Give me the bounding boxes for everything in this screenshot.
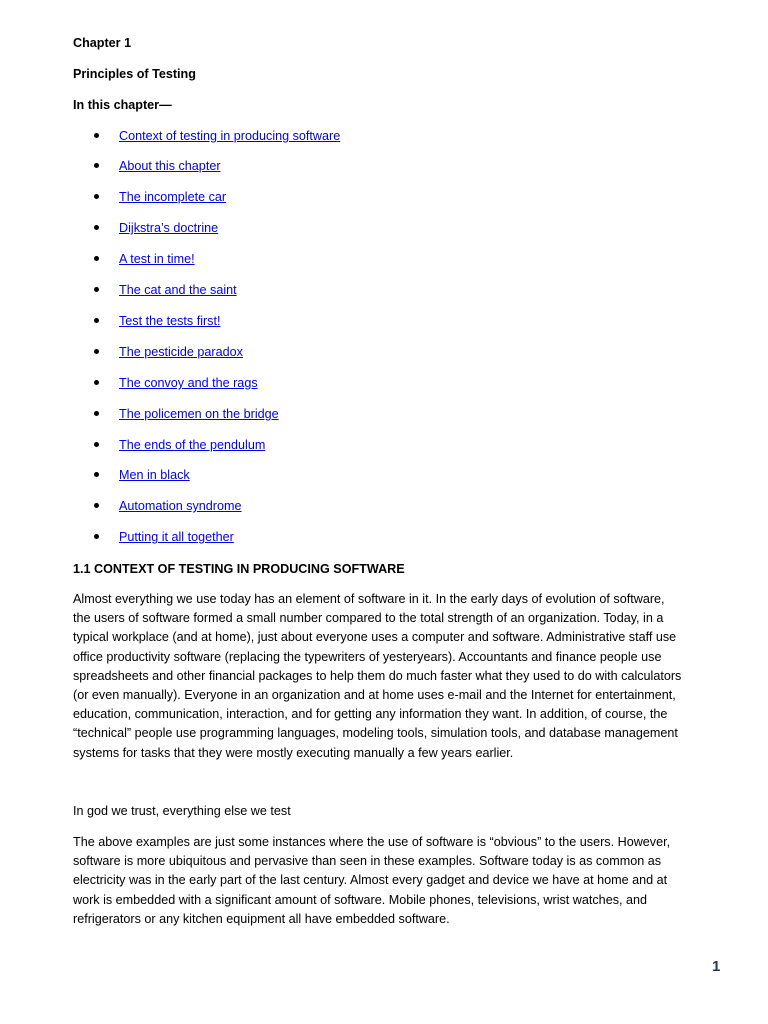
bullet-icon: [94, 256, 99, 261]
toc-link[interactable]: The ends of the pendulum: [119, 438, 266, 452]
paragraph-line: typical workplace (and at home), just about everyone uses a computer and software. Administrative staff use: [73, 630, 677, 645]
toc-item: [0, 220, 700, 240]
bullet-icon: [94, 380, 99, 385]
paragraph-2: [73, 833, 709, 929]
toc-link[interactable]: Context of testing in producing software: [119, 129, 341, 143]
paragraph-1: [73, 590, 709, 763]
bullet-icon: [94, 472, 99, 477]
toc-item: [0, 158, 700, 178]
bullet-icon: [94, 287, 99, 292]
toc-link[interactable]: Test the tests first!: [119, 314, 221, 328]
section-heading: 1.1 CONTEXT OF TESTING IN PRODUCING SOFTWARE: [73, 562, 405, 576]
chapter-title: Principles of Testing: [73, 67, 196, 81]
toc-item: [0, 313, 700, 333]
chapter-label: Chapter 1: [73, 36, 132, 50]
paragraph-line: Almost everything we use today has an element of software in it. In the early days of evolution of software,: [73, 592, 665, 606]
toc-item: [0, 437, 700, 457]
paragraph-line: education, communication, interaction, and for getting any information they want. In addition, of course, the: [73, 707, 668, 722]
toc-link[interactable]: The incomplete car: [119, 190, 227, 204]
toc-link[interactable]: The policemen on the bridge: [119, 407, 279, 421]
bullet-icon: [94, 534, 99, 539]
bullet-icon: [94, 133, 99, 138]
toc-link[interactable]: Men in black: [119, 468, 190, 482]
paragraph-line: electricity was in the early part of the last century. Almost every gadget and device we have at home and at: [73, 873, 668, 888]
paragraph-line: the users of software formed a small number compared to the total strength of an organization. Today, in a: [73, 611, 664, 626]
toc-link[interactable]: A test in time!: [119, 252, 195, 266]
paragraph-line: systems for tasks that they were mostly executing manually a few years earlier.: [73, 745, 514, 760]
paragraph-line: “technical” people use programming languages, modeling tools, simulation tools, and database management: [73, 726, 678, 741]
bullet-icon: [94, 318, 99, 323]
page-number: 1: [712, 958, 721, 975]
toc-link[interactable]: The pesticide paradox: [119, 345, 243, 359]
toc-item: [0, 344, 700, 364]
toc-item: [0, 282, 700, 302]
paragraph-line: refrigerators or any kitchen equipment all have embedded software.: [73, 911, 450, 926]
paragraph-line: (or even manually). Everyone in an organization and at home uses e-mail and the Internet for entertainment,: [73, 688, 676, 703]
bullet-icon: [94, 442, 99, 447]
paragraph-line: The above examples are just some instances where the use of software is “obvious” to the users. However,: [73, 835, 671, 849]
bullet-icon: [94, 225, 99, 230]
bullet-icon: [94, 349, 99, 354]
toc-link[interactable]: Dijkstra’s doctrine: [119, 221, 219, 235]
paragraph-line: spreadsheets and other financial packages to help them do much faster what they used to do with calculators: [73, 668, 682, 683]
quote-line: In god we trust, everything else we test: [73, 804, 291, 818]
bullet-icon: [94, 163, 99, 168]
toc-link[interactable]: The convoy and the rags: [119, 376, 258, 390]
paragraph-line: work is embedded with a significant amount of software. Mobile phones, televisions, wrist watches, and: [73, 892, 647, 907]
intro-label: In this chapter—: [73, 98, 172, 112]
toc-item: [0, 467, 700, 487]
toc-item: [0, 529, 700, 549]
toc-link[interactable]: Putting it all together: [119, 530, 234, 544]
bullet-icon: [94, 194, 99, 199]
toc-item: [0, 375, 700, 395]
toc-item: [0, 251, 700, 271]
toc-link[interactable]: About this chapter: [119, 159, 221, 173]
toc-link[interactable]: Automation syndrome: [119, 499, 242, 513]
bullet-icon: [94, 503, 99, 508]
toc-item: [0, 189, 700, 209]
paragraph-line: software is more ubiquitous and pervasive than seen in these examples. Software today is as common as: [73, 854, 662, 869]
toc-item: [0, 406, 700, 426]
toc-item: [0, 128, 700, 148]
toc-link[interactable]: The cat and the saint: [119, 283, 237, 297]
bullet-icon: [94, 411, 99, 416]
toc-item: [0, 498, 700, 518]
paragraph-line: office productivity software (replacing the typewriters of yesteryears). Accountants and finance people use: [73, 649, 662, 664]
